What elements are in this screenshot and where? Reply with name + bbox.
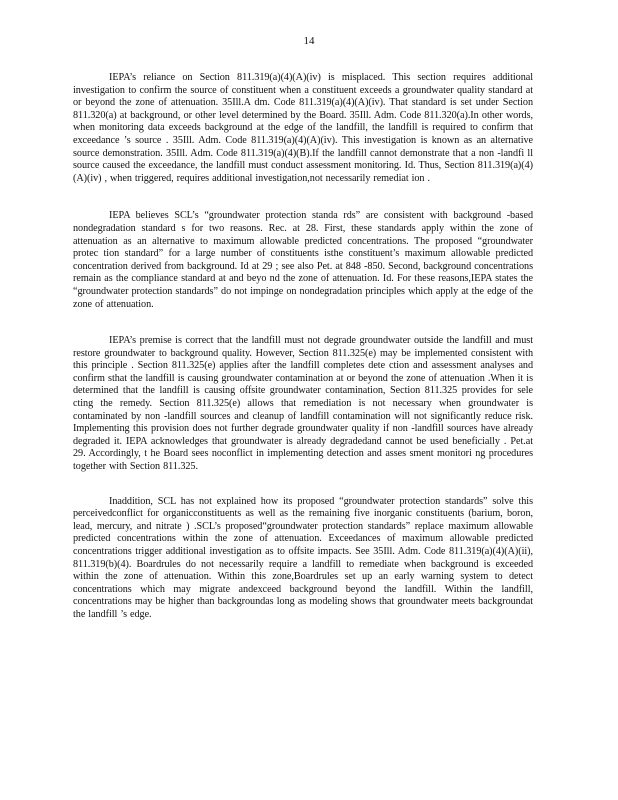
body-text <box>73 72 533 647</box>
page-number: 14 <box>303 35 315 47</box>
paragraph-iepa-premise: IEPA’s premise is correct that the landfill must not degrade groundwater outside the landfill and must restore groundwater to background quality. However, Section 811.325(e) may be implemented consistent with this principle . Section 811.325(e) applies after the landfill completes dete ction and assessment analyses and confirm sthat the landfill is causing groundwater contamination at or beyond the zone of attenuation .When it is determined that the landfill is causing offsite groundwater contamination, Section 811.325 provides for sele cting the remedy. Section 811.325(e) allows that remediation is not necessary when groundwater is contaminated by non -landfill sources and cleanup of landfill contamination will not significantly reduce risk. Implementing this provision does not further degrade groundwater quality if non -landfill sources have already degraded it. IEPA acknowledges that groundwater is already degradedand cannot be used beneficially . Pet.at 29. Accordingly, t he Board sees noconflict in implementing detection and asses sment monitori ng procedures together with Section 811.325. <box>73 335 533 473</box>
paragraph-in-addition: Inaddition, SCL has not explained how its proposed “groundwater protection standards” solve this perceivedconflict for organicconstituents as well as the remaining five inorganic constituents (barium, boron, lead, mercury, and nitrate ) .SCL’s proposed“groundwater protection standards” replace maximum allowable predicted concentrations within the zone of attenuation. Exceedances of maximum allowable predicted concentrations trigger additional investigation as to offsite impacts. See 35Ill. Adm. Code 811.319(a)(4)(A)(ii), 811.319(b)(4). Boardrules do not necessarily require a landfill to remediate when background is exceeded within the zone of attenuation. Within this zone,Boardrules set up an early warning system to detect concentrations which may migrate andexceed background beyond the landfill. Within the landfill, concentrations may be higher than backgroundas long as modeling shows that groundwater meets backgroundat the landfill ’s edge. <box>73 495 533 620</box>
paragraph-iepa-believes: IEPA believes SCL’s “groundwater protection standa rds” are consistent with background -based nondegradation standard s for two reasons. Rec. at 28. First, these standards apply within the zone of attenuation as an alternative to maximum allowable predicted concentrations. The proposed “groundwater protec tion standard” for a large number of constituents isthe constituent’s maximum allowable predicted concentration derived from background. Id at 29 ; see also Pet. at 848 -850. Second, background concentrations remain as the compliance standard at and beyo nd the zone of attenuation. Id. For these reasons,IEPA states the “groundwater protection standards” do not impinge on nondegradation principles which apply at the edge of the zone of attenuation. <box>73 210 533 310</box>
paragraph-iepa-reliance: IEPA’s reliance on Section 811.319(a)(4)(A)(iv) is misplaced. This section requires additional investigation to confirm the source of constituent when a constituent exceeds a groundwater quality standard at or beyond the zone of attenuation. 35Ill.A dm. Code 811.319(a)(4)(A)(iv). That standard is set under Section 811.320(a) at background, or other level determined by the Board. 35Ill. Adm. Code 811.320(a).In other words, when monitoring data exceeds background at the edge of the landfill, the landfill is required to confirm that exceedance ’s source . 35Ill. Adm. Code 811.319(a)(4)(A)(iv). This investigation is known as an alternative source demonstration. 35Ill. Adm. Code 811.319(a)(4)(B).If the landfill cannot demonstrate that a non -landfi ll source caused the exceedance, the landfill must conduct assessment monitoring. Id. Thus, Section 811.319(a)(4)(A)(iv) , when triggered, requires additional investigation,not necessarily remediat ion . <box>73 72 533 184</box>
